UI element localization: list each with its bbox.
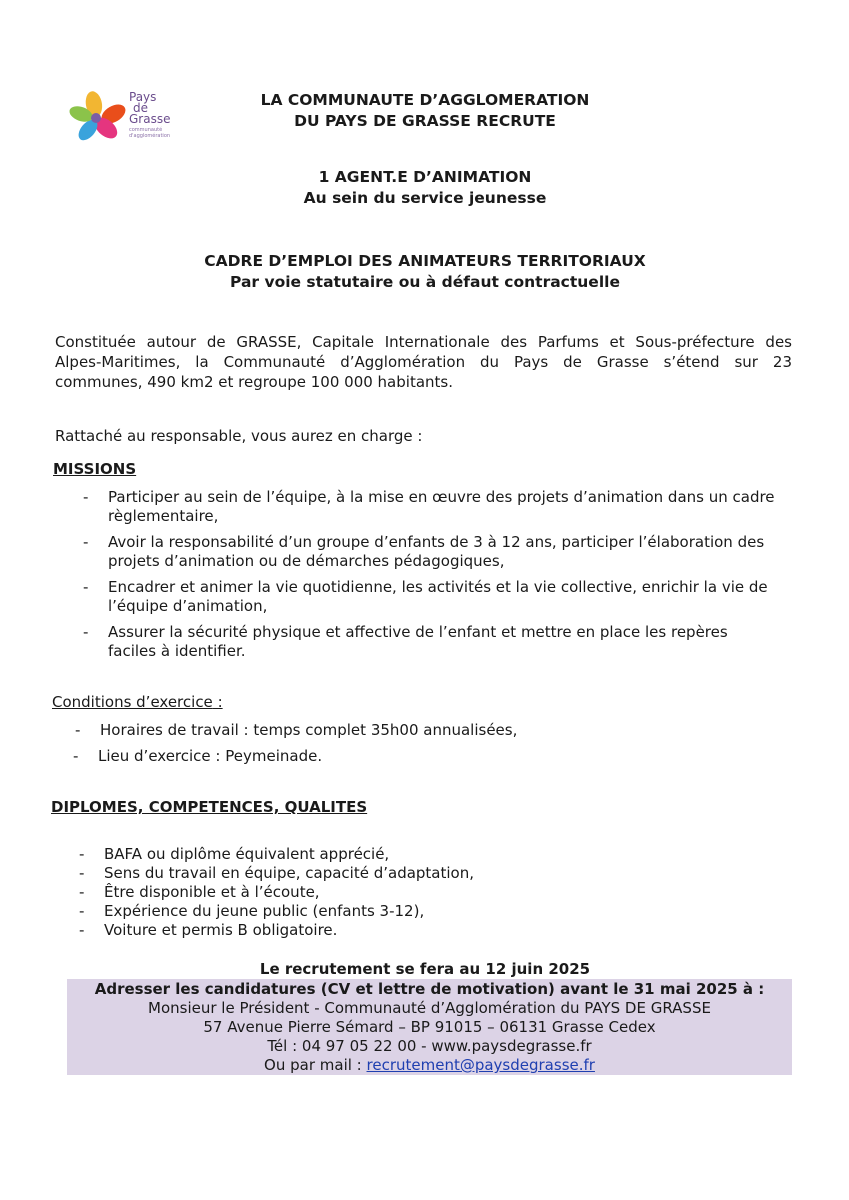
mission-text: Participer au sein de l’équipe, à la mise en œuvre des projets d’animation dans un cadre règlementaire, [108,488,775,525]
list-item [83,533,780,571]
dash-bullet: - [83,488,89,506]
job-subtitle: Au sein du service jeunesse [303,189,547,207]
dash-bullet: - [83,623,89,641]
recruitment-date: Le recrutement se fera au 12 juin 2025 [259,960,591,978]
mission-text: Avoir la responsabilité d’un groupe d’enfants de 3 à 12 ans, participer l’élaboration des projets d’animation ou de démarches pédagogiques, [108,533,765,570]
list-item [83,578,780,616]
logo-line-3: Grasse [129,112,171,126]
page-header [190,90,660,132]
cadre-line-1: CADRE D’EMPLOI DES ANIMATEURS TERRITORIAUX [204,252,646,270]
list-item [75,720,700,740]
contact-mail-prefix: Ou par mail : [264,1056,367,1074]
dash-bullet: - [79,921,85,939]
contact-box [67,979,792,1075]
dash-bullet: - [83,533,89,551]
missions-heading: MISSIONS [53,460,137,478]
dash-bullet: - [73,747,79,765]
list-item [73,746,698,766]
mission-text: Assurer la sécurité physique et affective de l’enfant et mettre en place les repères faciles à identifier. [108,623,728,660]
diplome-text: Voiture et permis B obligatoire. [104,921,338,939]
dash-bullet: - [75,721,81,739]
diplome-text: BAFA ou diplôme équivalent apprécié, [104,845,390,863]
logo-text [129,92,184,139]
list-item [79,864,704,883]
intro-paragraph [55,332,792,392]
list-item [83,623,780,661]
conditions-heading-colon: : [212,693,223,711]
email-link[interactable]: recrutement@paysdegrasse.fr [366,1056,595,1074]
intro-line-1: Constituée autour de GRASSE, Capitale Internationale des Parfums et Sous-préfecture des [55,333,792,351]
logo-line-1: Pays [129,90,157,104]
header-line-1: LA COMMUNAUTE D’AGGLOMERATION [260,91,590,109]
contact-recipient: Monsieur le Président - Communauté d’Agglomération du PAYS DE GRASSE [148,999,711,1017]
diplome-text: Sens du travail en équipe, capacité d’adaptation, [104,864,474,882]
contact-address: 57 Avenue Pierre Sémard – BP 91015 – 06131 Grasse Cedex [203,1018,656,1036]
lead-text: Rattaché au responsable, vous aurez en charge : [55,427,423,445]
dash-bullet: - [79,883,85,901]
diplome-text: Être disponible et à l’écoute, [104,883,320,901]
conditions-list [73,720,698,772]
list-item [79,921,704,940]
intro-line-3: communes, 490 km2 et regroupe 100 000 habitants. [55,373,453,391]
conditions-heading [52,693,223,711]
contact-mail-line [67,1056,792,1074]
contact-phone-web: Tél : 04 97 05 22 00 - www.paysdegrasse.fr [267,1037,592,1055]
dash-bullet: - [83,578,89,596]
dash-bullet: - [79,845,85,863]
list-item [79,902,704,921]
conditions-heading-text: Conditions d’exercice [52,693,213,711]
cadre-line-2: Par voie statutaire ou à défaut contractuelle [230,273,620,291]
intro-line-2: Alpes-Maritimes, la Communauté d’Agglomération du Pays de Grasse s’étend sur 23 [55,353,792,371]
job-title-block [190,167,660,209]
mission-text: Encadrer et animer la vie quotidienne, les activités et la vie collective, enrichir la vie de l’équipe d’animation, [108,578,768,615]
list-item [83,488,780,526]
job-title: 1 AGENT.E D’ANIMATION [318,168,532,186]
header-line-2: DU PAYS DE GRASSE RECRUTE [294,112,556,130]
logo-line-2: de [133,101,148,115]
dash-bullet: - [79,864,85,882]
application-deadline: Adresser les candidatures (CV et lettre de motivation) avant le 31 mai 2025 à : [94,980,765,998]
dash-bullet: - [79,902,85,920]
diplomes-heading: DIPLOMES, COMPETENCES, QUALITES [51,798,368,816]
condition-text: Lieu d’exercice : Peymeinade. [98,747,323,765]
list-item [79,845,704,864]
cadre-block [150,251,700,293]
pays-de-grasse-logo [66,90,196,146]
diplome-text: Expérience du jeune public (enfants 3-12), [104,902,425,920]
logo-line-4: communauté d'agglomération [129,127,171,139]
condition-text: Horaires de travail : temps complet 35h00 annualisées, [100,721,518,739]
diplomes-list [79,845,704,940]
list-item [79,883,704,902]
missions-list [83,488,780,668]
flower-logo-icon [66,90,126,146]
